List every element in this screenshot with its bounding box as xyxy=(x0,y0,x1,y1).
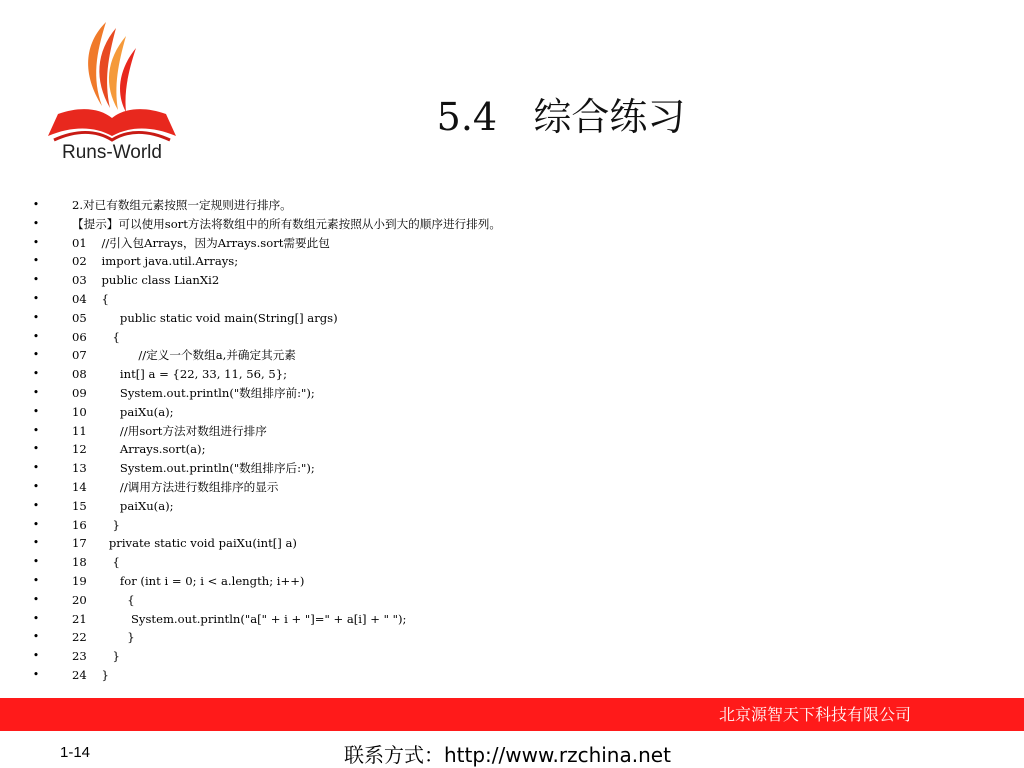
list-item-text: 13 System.out.println("数组排序后:"); xyxy=(72,461,315,476)
list-item xyxy=(30,271,930,290)
bullet-icon: • xyxy=(32,291,40,305)
list-item-text: 01 //引入包Arrays，因为Arrays.sort需要此包 xyxy=(72,235,330,250)
list-item-text: 05 public static void main(String[] args) xyxy=(72,310,338,325)
list-item-text: 2.对已有数组元素按照一定规则进行排序。 xyxy=(72,198,292,212)
list-item-text: 24 } xyxy=(72,667,109,682)
list-item-text: 11 //用sort方法对数组进行排序 xyxy=(72,423,267,438)
list-item-text: 18 { xyxy=(72,555,120,570)
list-item-text: 08 int[] a = {22, 33, 11, 56, 5}; xyxy=(72,367,288,382)
bullet-icon: • xyxy=(32,385,40,399)
list-item-text: 【提示】可以使用sort方法将数组中的所有数组元素按照从小到大的顺序进行排列。 xyxy=(72,216,501,231)
bullet-icon: • xyxy=(32,649,40,663)
contact-info: 联系方式：http://www.rzchina.net xyxy=(344,743,671,767)
list-item xyxy=(30,497,930,516)
bullet-icon: • xyxy=(32,404,40,418)
bullet-icon: • xyxy=(32,254,40,268)
bullet-icon: • xyxy=(32,461,40,475)
list-item-text: 07 //定义一个数组a,并确定其元素 xyxy=(72,348,296,363)
bullet-icon: • xyxy=(32,517,40,531)
list-item xyxy=(30,422,930,441)
bullet-icon: • xyxy=(32,423,40,437)
bullet-icon: • xyxy=(32,310,40,324)
list-item xyxy=(30,440,930,459)
list-item xyxy=(30,553,930,572)
list-item xyxy=(30,572,930,591)
bullet-icon: • xyxy=(32,611,40,625)
list-item-text: 19 for (int i = 0; i < a.length; i++) xyxy=(72,573,305,588)
list-item-text: 09 System.out.println("数组排序前:"); xyxy=(72,385,315,400)
bullet-icon: • xyxy=(32,573,40,587)
list-item xyxy=(30,478,930,497)
list-item xyxy=(30,534,930,553)
bullet-icon: • xyxy=(32,498,40,512)
list-item xyxy=(30,290,930,309)
list-item-text: 14 //调用方法进行数组排序的显示 xyxy=(72,479,279,494)
list-item-text: 03 public class LianXi2 xyxy=(72,273,220,288)
list-item xyxy=(30,591,930,610)
list-item xyxy=(30,516,930,535)
list-item xyxy=(30,328,930,347)
bullet-icon: • xyxy=(32,479,40,493)
bullet-icon: • xyxy=(32,555,40,569)
list-item xyxy=(30,365,930,384)
code-listing xyxy=(30,196,930,685)
list-item xyxy=(30,384,930,403)
list-item-text: 22 } xyxy=(72,630,135,645)
bullet-icon: • xyxy=(32,348,40,362)
list-item xyxy=(30,196,930,215)
list-item-text: 16 } xyxy=(72,517,120,532)
list-item-text: 17 private static void paiXu(int[] a) xyxy=(72,536,297,551)
list-item xyxy=(30,610,930,629)
list-item-text: 15 paiXu(a); xyxy=(72,498,174,513)
list-item xyxy=(30,403,930,422)
list-item xyxy=(30,234,930,253)
list-item xyxy=(30,215,930,234)
bullet-icon: • xyxy=(32,198,40,211)
bullet-icon: • xyxy=(32,367,40,381)
bullet-icon: • xyxy=(32,536,40,550)
bullet-icon: • xyxy=(32,630,40,644)
bullet-icon: • xyxy=(32,442,40,456)
bullet-icon: • xyxy=(32,235,40,249)
list-item-text: 04 { xyxy=(72,291,109,306)
bullet-icon: • xyxy=(32,216,40,230)
list-item-text: 12 Arrays.sort(a); xyxy=(72,442,206,457)
list-item xyxy=(30,459,930,478)
list-item-text: 23 } xyxy=(72,649,120,664)
company-name: 北京源智天下科技有限公司 xyxy=(718,705,911,724)
bullet-icon: • xyxy=(32,329,40,343)
list-item xyxy=(30,647,930,666)
list-item-text: 21 System.out.println("a[" + i + "]=" + a[i] + " "); xyxy=(72,611,407,626)
list-item-text: 10 paiXu(a); xyxy=(72,404,174,419)
list-item-text: 02 import java.util.Arrays; xyxy=(72,254,239,269)
list-item-text: 20 { xyxy=(72,592,135,607)
bullet-icon: • xyxy=(32,592,40,606)
slide-title: 5.4 综合练习 xyxy=(436,95,686,139)
bullet-icon: • xyxy=(32,273,40,287)
list-item xyxy=(30,252,930,271)
list-item xyxy=(30,309,930,328)
logo-text: Runs-World xyxy=(62,142,162,163)
list-item xyxy=(30,346,930,365)
footer-bar xyxy=(0,698,1024,731)
list-item-text: 06 { xyxy=(72,329,120,344)
list-item xyxy=(30,628,930,647)
list-item xyxy=(30,666,930,685)
bullet-icon: • xyxy=(32,667,40,681)
page-number: 1-14 xyxy=(60,744,91,761)
